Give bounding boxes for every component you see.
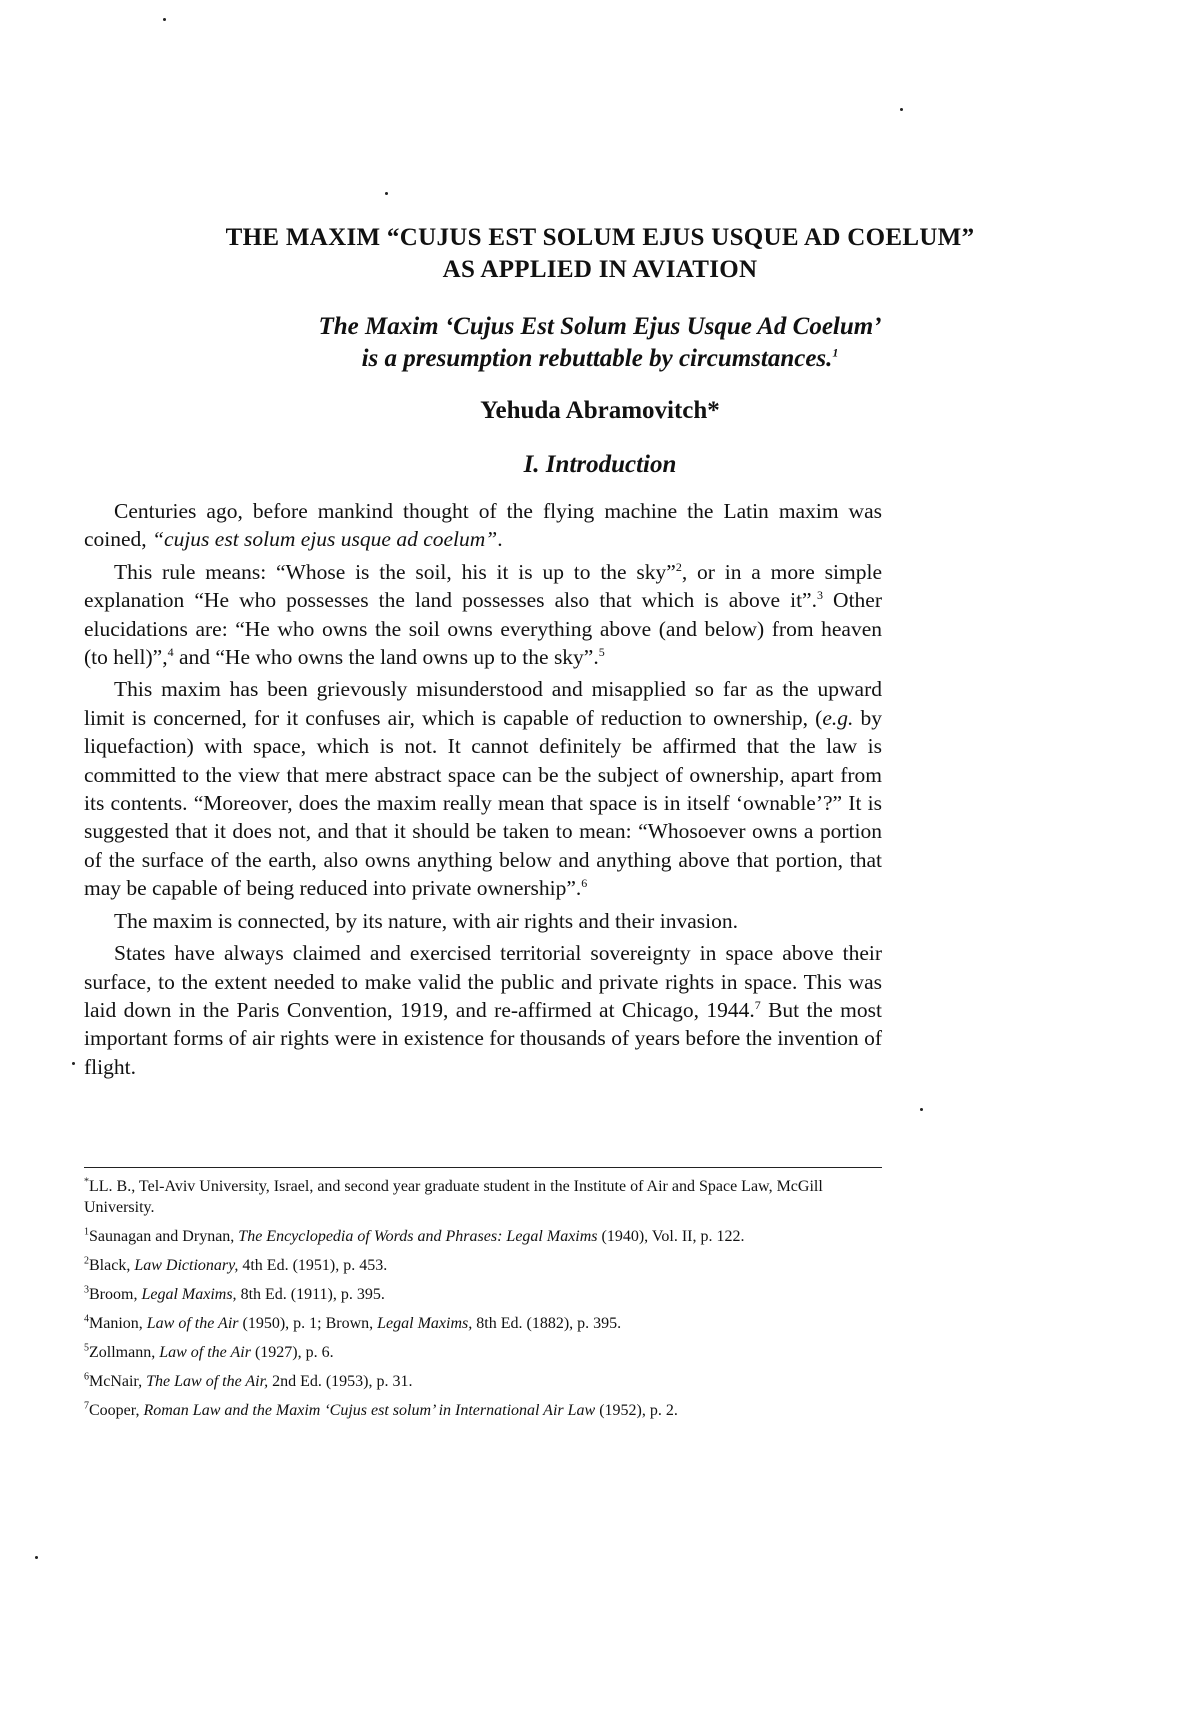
footnote-citation-title: Law of the Air xyxy=(159,1344,251,1361)
scan-speck xyxy=(72,1062,75,1065)
author-name: Yehuda Abramovitch* xyxy=(480,397,720,424)
footnote-text: McNair, xyxy=(89,1373,147,1390)
text-run: by liquefaction) with space, which is not. It cannot definitely be affirmed that the law is committed to the view that mere abstract space can be the subject of ownership, apart from its contents. “Moreover, does the maxim really mean that space is in itself ‘ownable’?” It is suggested that it does not, and that it should be taken to mean: “Whosoever owns a portion of the surface of the earth, also owns anything below and anything above that portion, that may be capable of being reduced into private ownership”. xyxy=(84,705,883,901)
footnote-ref: 5 xyxy=(598,644,605,659)
scan-speck xyxy=(163,18,166,21)
title-line-1: THE MAXIM “CUJUS EST SOLUM EJUS USQUE AD COELUM” xyxy=(225,224,975,251)
footnote-text: 8th Ed. (1911), p. 395. xyxy=(236,1286,385,1303)
footnote-ref: 3 xyxy=(816,588,823,603)
footnote-text: Zollmann, xyxy=(89,1344,160,1361)
footnote-3 xyxy=(84,1284,884,1305)
subtitle-line-2 xyxy=(60,343,1140,375)
footnote-mark: 3 xyxy=(84,1284,89,1296)
footnote-text: (1940), Vol. II, p. 122. xyxy=(597,1228,745,1245)
text-run: and “He who owns the land owns up to the sky”. xyxy=(173,645,599,670)
footnote-text: Broom, xyxy=(89,1286,142,1303)
footnote-mark: 5 xyxy=(84,1342,89,1354)
section-heading: I. Introduction xyxy=(523,451,677,478)
footnote-citation-title: Legal Maxims, xyxy=(377,1315,473,1332)
footnote-mark: 1 xyxy=(84,1226,89,1238)
footnote-text: LL. B., Tel-Aviv University, Israel, and second year graduate student in the Institute of Air and Space Law, McGill University. xyxy=(84,1178,823,1216)
text-run: This maxim has been grievously misunderstood and misapplied so far as the upward limit is concerned, for it confuses air, which is capable of reduction to ownership, ( xyxy=(84,677,882,730)
text-run: States have always claimed and exercised territorial sovereignty in space above their surface, to the extent needed to make valid the public and private rights in space. This was laid down in the Paris Convention, 1919, and re-affirmed at Chicago, 1944. xyxy=(84,941,882,1022)
scan-speck xyxy=(385,192,388,195)
footnote-4 xyxy=(84,1313,884,1334)
footnote-mark: 4 xyxy=(84,1313,89,1325)
footnote-text: 8th Ed. (1882), p. 395. xyxy=(472,1315,622,1332)
footnote-citation-title: The Law of the Air, xyxy=(146,1373,269,1390)
footnote-text: Saunagan and Drynan, xyxy=(89,1228,239,1245)
footnote-text: 2nd Ed. (1953), p. 31. xyxy=(268,1373,413,1390)
footnote-6 xyxy=(84,1371,884,1392)
text-run-italic: e.g. xyxy=(822,705,854,730)
footnote-ref: 4 xyxy=(167,644,174,659)
footnote-text: (1927), p. 6. xyxy=(250,1344,334,1361)
text-run: Other elucidations are: “He who owns the soil owns everything above (and below) from heaven (to hell)”, xyxy=(84,588,883,670)
footnote-7 xyxy=(84,1400,884,1421)
latin-maxim: “cujus est solum ejus usque ad coelum” xyxy=(152,527,498,552)
text-run: . xyxy=(497,527,503,552)
article-subtitle xyxy=(60,311,1140,375)
footnote-ref: 7 xyxy=(754,997,761,1012)
article-title xyxy=(60,222,1140,286)
scan-speck xyxy=(900,108,903,111)
text-run: Centuries ago, before mankind thought of the flying machine the Latin maxim was coined, xyxy=(84,499,882,552)
footnote-citation-title: Legal Maxims, xyxy=(141,1286,237,1303)
footnote-mark: 6 xyxy=(84,1371,89,1383)
footnote-citation-title: The Encyclopedia of Words and Phrases: Legal Maxims xyxy=(238,1228,598,1245)
footnote-text: (1952), p. 2. xyxy=(595,1402,678,1419)
footnote-citation-title: Law of the Air xyxy=(146,1315,239,1332)
footnote-text: Manion, xyxy=(89,1315,147,1332)
paragraph-5 xyxy=(84,939,882,1081)
footnote-ref: 2 xyxy=(675,559,682,574)
footnote-ref: 6 xyxy=(581,876,588,891)
footnotes xyxy=(84,1176,884,1429)
footnote-mark: 7 xyxy=(84,1400,89,1412)
footnote-ref: 1 xyxy=(832,345,839,360)
title-line-2: AS APPLIED IN AVIATION xyxy=(442,256,758,283)
footnote-text: Black, xyxy=(89,1257,135,1274)
footnote-star xyxy=(84,1176,884,1218)
text-run: But the most important forms of air rights were in existence for thousands of years before the invention of flight. xyxy=(84,997,882,1079)
footnote-text: 4th Ed. (1951), p. 453. xyxy=(238,1257,388,1274)
subtitle-line-1: The Maxim ‘Cujus Est Solum Ejus Usque Ad Coelum’ xyxy=(318,313,882,340)
footnote-text: (1950), p. 1; Brown, xyxy=(238,1315,378,1332)
footnote-mark: * xyxy=(84,1176,89,1188)
footnote-mark: 2 xyxy=(84,1255,89,1267)
footnote-citation-title: Law Dictionary, xyxy=(134,1257,239,1274)
paragraph-4: The maxim is connected, by its nature, with air rights and their invasion. xyxy=(114,908,738,933)
footnote-citation-title: Roman Law and the Maxim ‘Cujus est solum’ in International Air Law xyxy=(143,1402,596,1419)
body-text xyxy=(84,497,882,1085)
scan-speck xyxy=(35,1556,38,1559)
text-run: , or in a more simple explanation “He who possesses the land possesses also that which is above it”. xyxy=(84,559,882,613)
footnote-2 xyxy=(84,1255,884,1276)
paragraph-3 xyxy=(84,675,882,902)
paragraph-1 xyxy=(84,497,882,554)
paragraph-2 xyxy=(84,558,882,672)
footnote-divider xyxy=(84,1167,882,1168)
subtitle-line-2-text: is a presumption rebuttable by circumstances. xyxy=(361,345,833,372)
footnote-5 xyxy=(84,1342,884,1363)
text-run: This rule means: “Whose is the soil, his it is up to the sky” xyxy=(114,559,676,584)
footnote-text: Cooper, xyxy=(89,1402,144,1419)
scan-speck xyxy=(920,1108,923,1111)
footnote-1 xyxy=(84,1226,884,1247)
